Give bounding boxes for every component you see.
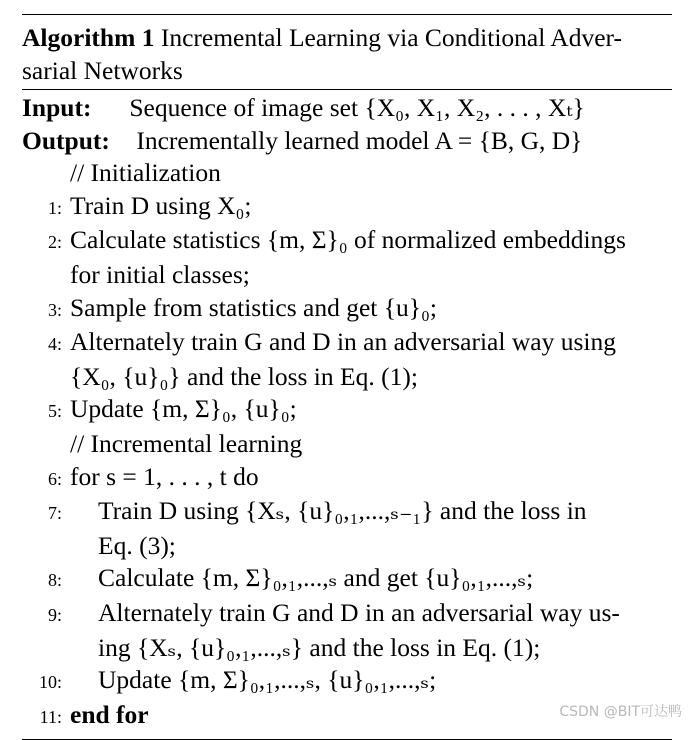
- line-text: Calculate {m, Σ}₀,₁,...,ₛ and get {u}₀,₁,...,ₛ;: [98, 563, 534, 593]
- line-text: Update {m, Σ}₀, {u}₀;: [70, 394, 297, 424]
- line-3: [22, 292, 672, 327]
- line-text: Sample from statistics and get {u}₀;: [70, 292, 437, 322]
- comment-incremental: // Incremental learning: [70, 428, 303, 458]
- line-text: Update {m, Σ}₀,₁,...,ₛ, {u}₀,₁,...,ₛ;: [98, 665, 437, 695]
- algorithm-block: [22, 14, 672, 740]
- output-row: [22, 125, 672, 158]
- output-text: Incrementally learned model A = {B, G, D}: [136, 125, 583, 155]
- line-8: [22, 562, 672, 597]
- watermark-text: CSDN @BIT可达鸭: [559, 704, 682, 720]
- line-2: [22, 224, 672, 259]
- algorithm-title-line2: sarial Networks: [22, 56, 183, 85]
- line-number: 9:: [47, 604, 62, 625]
- line-number: 3:: [47, 299, 62, 320]
- line-number: 7:: [47, 503, 62, 524]
- line-6: [22, 461, 672, 496]
- line-text: Calculate statistics {m, Σ}₀ of normalized embeddings: [70, 225, 626, 255]
- line-number: 5:: [47, 401, 62, 422]
- line-text: for s = 1, . . . , t do: [70, 461, 259, 491]
- line-9-continuation: ing {Xₛ, {u}₀,₁,...,ₛ} and the loss in Eq. (1);: [98, 632, 541, 662]
- line-2-continuation: for initial classes;: [70, 259, 250, 289]
- algorithm-caption: [22, 15, 672, 89]
- line-text: Train D using X₀;: [70, 190, 252, 220]
- input-key: Input:: [22, 93, 92, 122]
- algorithm-title-line1: Incremental Learning via Conditional Adver-: [160, 23, 622, 52]
- algorithm-label: Algorithm 1: [22, 23, 155, 52]
- caption-rule: [22, 89, 672, 90]
- line-number: 10:: [38, 672, 62, 693]
- line-number: 2:: [47, 232, 62, 253]
- line-text: end for: [70, 699, 149, 729]
- line-10: [22, 664, 672, 699]
- comment-initialization: // Initialization: [70, 158, 221, 188]
- line-number: 11:: [39, 706, 62, 727]
- line-text: Alternately train G and D in an adversarial way us-: [98, 597, 620, 627]
- line-7-continuation: Eq. (3);: [98, 530, 176, 560]
- line-number: 6:: [47, 468, 62, 489]
- line-number: 4:: [47, 334, 62, 355]
- line-number: 8:: [47, 570, 62, 591]
- line-text: Train D using {Xₛ, {u}₀,₁,...,ₛ₋₁} and the loss in: [98, 496, 587, 526]
- line-text: Alternately train G and D in an adversarial way using: [70, 327, 616, 357]
- line-5: [22, 393, 672, 428]
- input-text: Sequence of image set {X₀, X₁, X₂, . . . , Xₜ}: [129, 93, 585, 122]
- line-number: 1:: [47, 197, 62, 218]
- output-key: Output:: [22, 125, 110, 155]
- line-4-continuation: {X₀, {u}₀} and the loss in Eq. (1);: [70, 361, 418, 391]
- line-9: [22, 597, 672, 632]
- line-1: [22, 190, 672, 225]
- input-row: [22, 92, 672, 125]
- line-4: [22, 326, 672, 361]
- line-7: [22, 495, 672, 530]
